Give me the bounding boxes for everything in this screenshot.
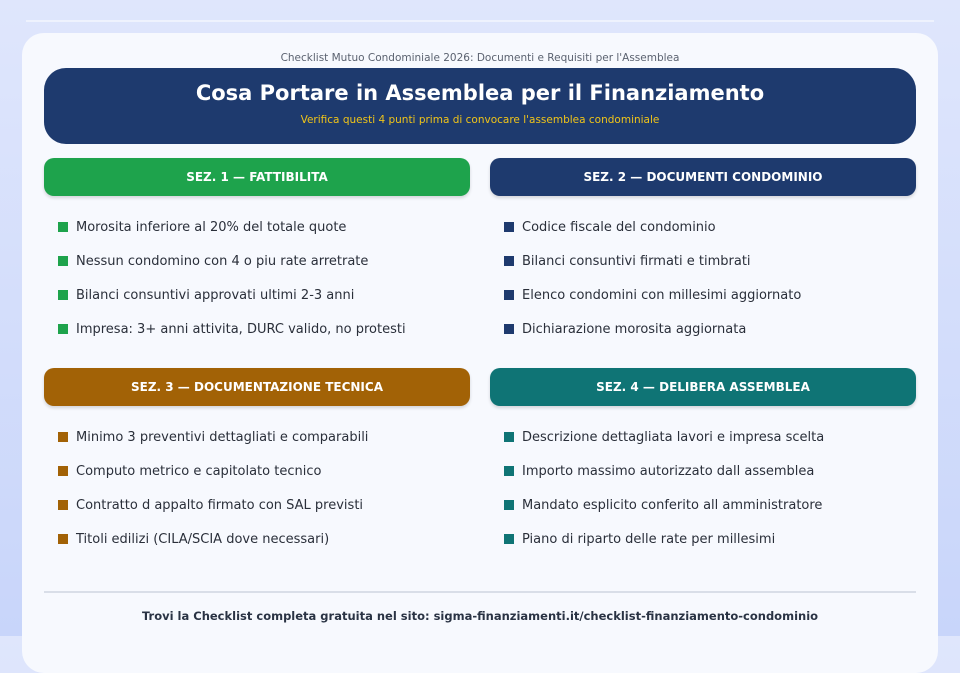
section-title: SEZ. 1 — FATTIBILITA (186, 170, 328, 184)
checklist-item (58, 312, 470, 346)
section-1 (44, 158, 470, 346)
page-title: Cosa Portare in Assemblea per il Finanziamento (195, 81, 765, 105)
hero-banner (44, 68, 916, 144)
checklist-item (58, 488, 470, 522)
checklist-item (58, 210, 470, 244)
checklist-item (58, 420, 470, 454)
checklist-item-text: Descrizione dettagliata lavori e impresa scelta (522, 429, 825, 445)
bullet-square-icon (504, 290, 514, 300)
hero-tagline: Verifica questi 4 punti prima di convocare l'assemblea condominiale (300, 114, 660, 126)
bullet-square-icon (504, 222, 514, 232)
checklist-item (58, 278, 470, 312)
bullet-square-icon (58, 534, 68, 544)
checklist (490, 196, 916, 346)
checklist (490, 406, 916, 556)
bullet-square-icon (504, 256, 514, 266)
bullet-square-icon (58, 290, 68, 300)
checklist-item (504, 454, 916, 488)
checklist-item-text: Nessun condomino con 4 o piu rate arretrate (76, 253, 369, 269)
bullet-square-icon (504, 466, 514, 476)
checklist-card (22, 33, 938, 673)
section-2 (490, 158, 916, 346)
section-header (44, 158, 470, 196)
checklist-item-text: Mandato esplicito conferito all amministratore (522, 497, 823, 513)
checklist-item-text: Computo metrico e capitolato tecnico (76, 463, 322, 479)
checklist-item (504, 312, 916, 346)
checklist-item (504, 488, 916, 522)
section-title: SEZ. 4 — DELIBERA ASSEMBLEA (596, 380, 810, 394)
checklist-item-text: Bilanci consuntivi approvati ultimi 2-3 anni (76, 287, 355, 303)
checklist-item-text: Contratto d appalto firmato con SAL previsti (76, 497, 364, 513)
checklist-item (504, 420, 916, 454)
checklist-item-text: Impresa: 3+ anni attivita, DURC valido, no protesti (76, 321, 406, 337)
checklist-item (58, 244, 470, 278)
bullet-square-icon (58, 432, 68, 442)
checklist (44, 406, 470, 556)
bullet-square-icon (58, 466, 68, 476)
bullet-square-icon (504, 534, 514, 544)
section-4 (490, 368, 916, 556)
bullet-square-icon (504, 500, 514, 510)
checklist-item (504, 244, 916, 278)
checklist-item-text: Elenco condomini con millesimi aggiornato (522, 287, 802, 303)
checklist-item (58, 454, 470, 488)
checklist-item (504, 278, 916, 312)
checklist-item-text: Dichiarazione morosita aggiornata (522, 321, 747, 337)
checklist-item-text: Piano di riparto delle rate per millesimi (522, 531, 776, 547)
bullet-square-icon (58, 324, 68, 334)
bullet-square-icon (58, 222, 68, 232)
page-subtitle: Checklist Mutuo Condominiale 2026: Documenti e Requisiti per l'Assemblea (280, 52, 680, 64)
checklist-item-text: Codice fiscale del condominio (522, 219, 716, 235)
checklist-item-text: Minimo 3 preventivi dettagliati e comparabili (76, 429, 369, 445)
bullet-square-icon (58, 500, 68, 510)
checklist-item (58, 522, 470, 556)
section-3 (44, 368, 470, 556)
footer-divider (44, 591, 916, 593)
section-title: SEZ. 3 — DOCUMENTAZIONE TECNICA (131, 380, 383, 394)
checklist-item (504, 522, 916, 556)
checklist-item-text: Morosita inferiore al 20% del totale quote (76, 219, 347, 235)
checklist-item (504, 210, 916, 244)
checklist (44, 196, 470, 346)
section-title: SEZ. 2 — DOCUMENTI CONDOMINIO (583, 170, 823, 184)
top-divider (26, 20, 934, 22)
checklist-item-text: Importo massimo autorizzato dall assemblea (522, 463, 815, 479)
checklist-item-text: Bilanci consuntivi firmati e timbrati (522, 253, 751, 269)
bullet-square-icon (504, 432, 514, 442)
section-header (490, 158, 916, 196)
section-header (44, 368, 470, 406)
section-header (490, 368, 916, 406)
footer-text: Trovi la Checklist completa gratuita nel sito: sigma-finanziamenti.it/checklist-finanziamento-condominio (141, 609, 819, 623)
bullet-square-icon (58, 256, 68, 266)
checklist-item-text: Titoli edilizi (CILA/SCIA dove necessari) (76, 531, 330, 547)
bullet-square-icon (504, 324, 514, 334)
